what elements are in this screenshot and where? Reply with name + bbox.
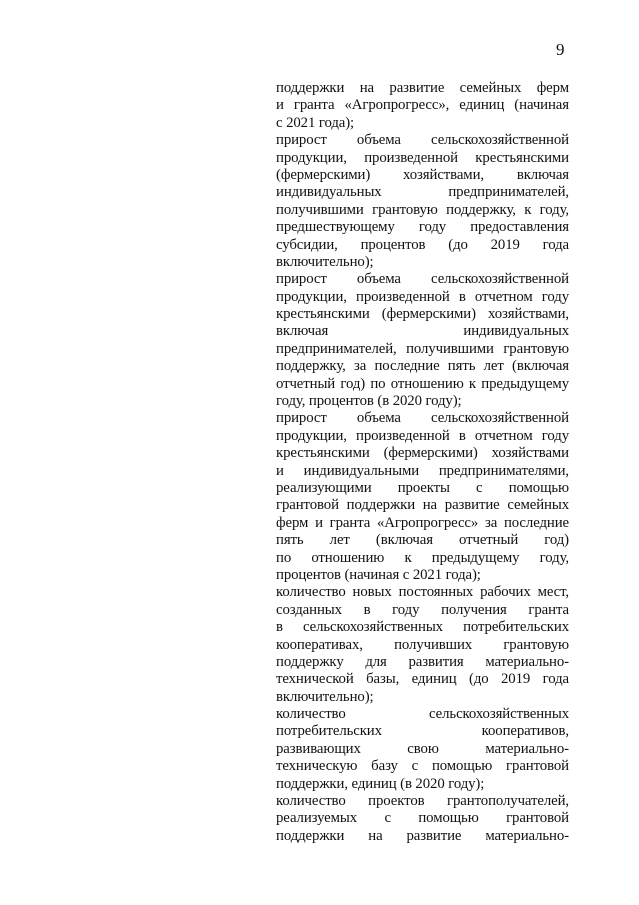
text-line: продукции, произведенной в отчетном году <box>276 288 569 305</box>
text-line: поддержки на развитие материально- <box>276 827 569 844</box>
text-line: по отношению к предыдущему году, <box>276 549 569 566</box>
text-line: развивающих свою материально- <box>276 740 569 757</box>
text-line: потребительских кооперативов, <box>276 723 569 740</box>
text-line: включительно); <box>276 253 374 270</box>
text-line: поддержки, единиц (в 2020 году); <box>276 775 485 792</box>
text-line: и гранта «Агропрогресс», единиц (начиная <box>276 97 569 114</box>
text-line: включительно); <box>276 688 374 705</box>
text-line: технической базы, единиц (до 2019 года <box>276 671 569 688</box>
text-line: прирост объема сельскохозяйственной <box>276 410 569 427</box>
text-line: количество новых постоянных рабочих мест, <box>276 584 569 601</box>
text-line: техническую базу с помощью грантовой <box>276 758 569 775</box>
text-line: количество сельскохозяйственных <box>276 706 569 723</box>
text-line: реализующими проекты с помощью <box>276 479 569 496</box>
page-number: 9 <box>556 40 565 59</box>
text-line: индивидуальных предпринимателей, <box>276 184 569 201</box>
text-line: поддержки на развитие семейных ферм <box>276 80 569 96</box>
text-line: (фермерскими) хозяйствами, включая <box>276 166 569 183</box>
text-line: продукции, произведенной в отчетном году <box>276 427 569 444</box>
text-line: прирост объема сельскохозяйственной <box>276 132 569 149</box>
text-line: процентов (начиная с 2021 года); <box>276 566 481 583</box>
text-line: в сельскохозяйственных потребительских <box>276 619 569 636</box>
text-line: созданных в году получения гранта <box>276 601 569 618</box>
text-line: включая индивидуальных <box>276 323 569 340</box>
text-line: крестьянскими (фермерскими) хозяйствами <box>276 445 569 462</box>
text-line: поддержку, за последние пять лет (включая <box>276 358 569 375</box>
text-line: грантовой поддержки на развитие семейных <box>276 497 569 514</box>
text-line: количество проектов грантополучателей, <box>276 793 569 810</box>
text-line: с 2021 года); <box>276 114 355 131</box>
text-line: пять лет (включая отчетный год) <box>276 532 569 549</box>
text-line: предпринимателей, получившими грантовую <box>276 340 569 357</box>
text-line: и индивидуальными предпринимателями, <box>276 462 569 479</box>
text-line: году, процентов (в 2020 году); <box>276 393 462 410</box>
text-line: ферм и гранта «Агропрогресс» за последние <box>276 514 569 531</box>
text-line: реализуемых с помощью грантовой <box>276 810 569 827</box>
text-line: получившими грантовую поддержку, к году, <box>276 201 569 218</box>
text-line: прирост объема сельскохозяйственной <box>276 271 569 288</box>
text-line: субсидии, процентов (до 2019 года <box>276 236 569 253</box>
text-line: продукции, произведенной крестьянскими <box>276 149 569 166</box>
text-line: отчетный год) по отношению к предыдущему <box>276 375 569 392</box>
text-line: крестьянскими (фермерскими) хозяйствами, <box>276 306 569 323</box>
text-line: поддержку для развития материально- <box>276 653 569 670</box>
text-line: кооперативах, получивших грантовую <box>276 636 569 653</box>
text-line: предшествующему году предоставления <box>276 219 569 236</box>
document-body <box>276 80 569 845</box>
